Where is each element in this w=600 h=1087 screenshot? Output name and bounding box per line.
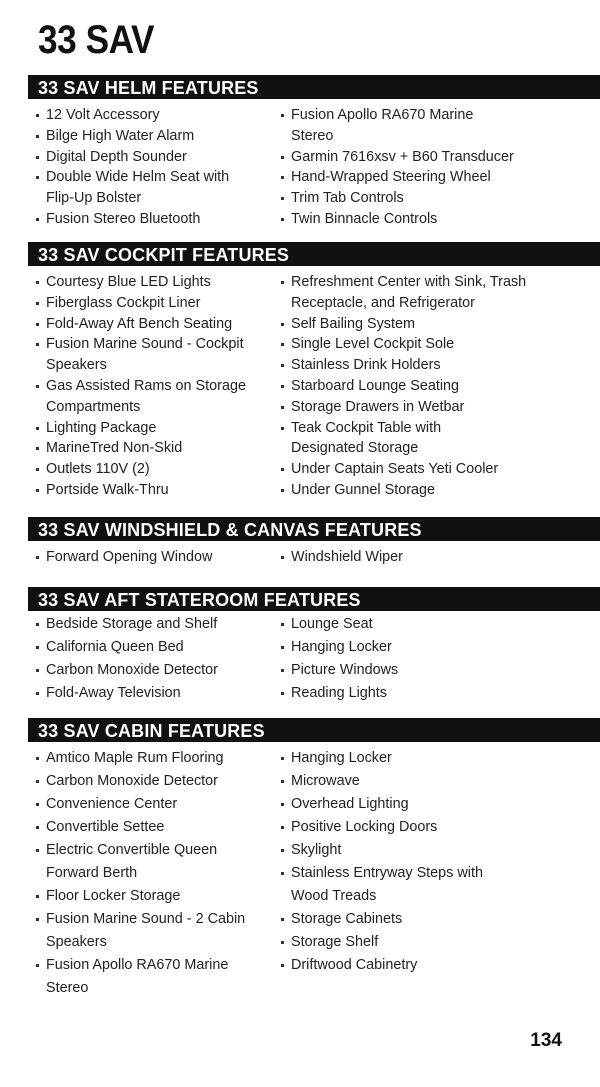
feature-list-right [281, 547, 581, 568]
feature-list-right [281, 272, 581, 501]
list-item: Under Captain Seats Yeti Cooler [281, 459, 581, 480]
feature-list-left [36, 613, 276, 705]
section-heading: 33 SAV COCKPIT FEATURES [28, 242, 600, 266]
list-item: Outlets 110V (2) [36, 459, 276, 480]
list-item: Storage Cabinets [281, 908, 581, 931]
aft-stateroom-features-section [28, 587, 600, 701]
list-item: Windshield Wiper [281, 547, 581, 568]
list-item: Stainless Drink Holders [281, 355, 581, 376]
list-item: Twin Binnacle Controls [281, 209, 581, 230]
list-item: Carbon Monoxide Detector [36, 659, 276, 682]
feature-list-right [281, 613, 581, 705]
feature-list-right [281, 105, 581, 230]
list-item: Single Level Cockpit Sole [281, 334, 581, 355]
windshield-canvas-features-section [28, 517, 600, 565]
list-item: Fusion Apollo RA670 Marine Stereo [36, 954, 261, 1000]
page-number: 134 [530, 1030, 562, 1051]
feature-list-left [36, 747, 276, 1000]
list-item: Bilge High Water Alarm [36, 126, 276, 147]
list-item: Fiberglass Cockpit Liner [36, 293, 276, 314]
list-item: Teak Cockpit Table with Designated Storage [281, 418, 471, 460]
feature-list-left [36, 547, 276, 568]
list-item: Overhead Lighting [281, 793, 581, 816]
list-item: Fusion Marine Sound - 2 Cabin Speakers [36, 908, 271, 954]
list-item: Double Wide Helm Seat with Flip-Up Bolster [36, 167, 246, 209]
list-item: Courtesy Blue LED Lights [36, 272, 276, 293]
list-item: Floor Locker Storage [36, 885, 276, 908]
list-item: Hand-Wrapped Steering Wheel [281, 167, 581, 188]
list-item: Under Gunnel Storage [281, 480, 581, 501]
section-heading: 33 SAV WINDSHIELD & CANVAS FEATURES [28, 517, 600, 541]
list-item: Storage Shelf [281, 931, 581, 954]
list-item: Lighting Package [36, 418, 276, 439]
list-item: Positive Locking Doors [281, 816, 581, 839]
list-item: Portside Walk-Thru [36, 480, 276, 501]
list-item: Bedside Storage and Shelf [36, 613, 276, 636]
feature-list-right [281, 747, 581, 977]
list-item: 12 Volt Accessory [36, 105, 276, 126]
section-heading: 33 SAV AFT STATEROOM FEATURES [28, 587, 600, 611]
list-item: Fusion Stereo Bluetooth [36, 209, 276, 230]
list-item: Fusion Apollo RA670 Marine Stereo [281, 105, 506, 147]
list-item: Starboard Lounge Seating [281, 376, 581, 397]
list-item: Picture Windows [281, 659, 581, 682]
list-item: Skylight [281, 839, 581, 862]
list-item: Stainless Entryway Steps with Wood Treads [281, 862, 516, 908]
list-item: Trim Tab Controls [281, 188, 581, 209]
list-item: Fusion Marine Sound - Cockpit Speakers [36, 334, 261, 376]
feature-list-left [36, 105, 276, 230]
helm-features-section [28, 75, 600, 227]
list-item: Garmin 7616xsv + B60 Transducer [281, 147, 581, 168]
list-item: Hanging Locker [281, 747, 581, 770]
list-item: Lounge Seat [281, 613, 581, 636]
list-item: Driftwood Cabinetry [281, 954, 581, 977]
list-item: Reading Lights [281, 682, 581, 705]
list-item: Storage Drawers in Wetbar [281, 397, 581, 418]
list-item: Digital Depth Sounder [36, 147, 276, 168]
list-item: Electric Convertible Queen Forward Berth [36, 839, 246, 885]
list-item: Fold-Away Aft Bench Seating [36, 314, 276, 335]
section-heading: 33 SAV HELM FEATURES [28, 75, 600, 99]
list-item: California Queen Bed [36, 636, 276, 659]
cabin-features-section [28, 718, 600, 996]
page-title: 33 SAV [38, 18, 155, 62]
list-item: Microwave [281, 770, 581, 793]
list-item: Amtico Maple Rum Flooring [36, 747, 276, 770]
list-item: Refreshment Center with Sink, Trash Receptacle, and Refrigerator [281, 272, 531, 314]
list-item: Self Bailing System [281, 314, 581, 335]
list-item: Fold-Away Television [36, 682, 276, 705]
section-heading: 33 SAV CABIN FEATURES [28, 718, 600, 742]
list-item: Convertible Settee [36, 816, 276, 839]
list-item: Forward Opening Window [36, 547, 276, 568]
list-item: Hanging Locker [281, 636, 581, 659]
feature-list-left [36, 272, 276, 501]
cockpit-features-section [28, 242, 600, 498]
list-item: MarineTred Non-Skid [36, 438, 276, 459]
list-item: Convenience Center [36, 793, 276, 816]
list-item: Carbon Monoxide Detector [36, 770, 276, 793]
list-item: Gas Assisted Rams on Storage Compartments [36, 376, 271, 418]
